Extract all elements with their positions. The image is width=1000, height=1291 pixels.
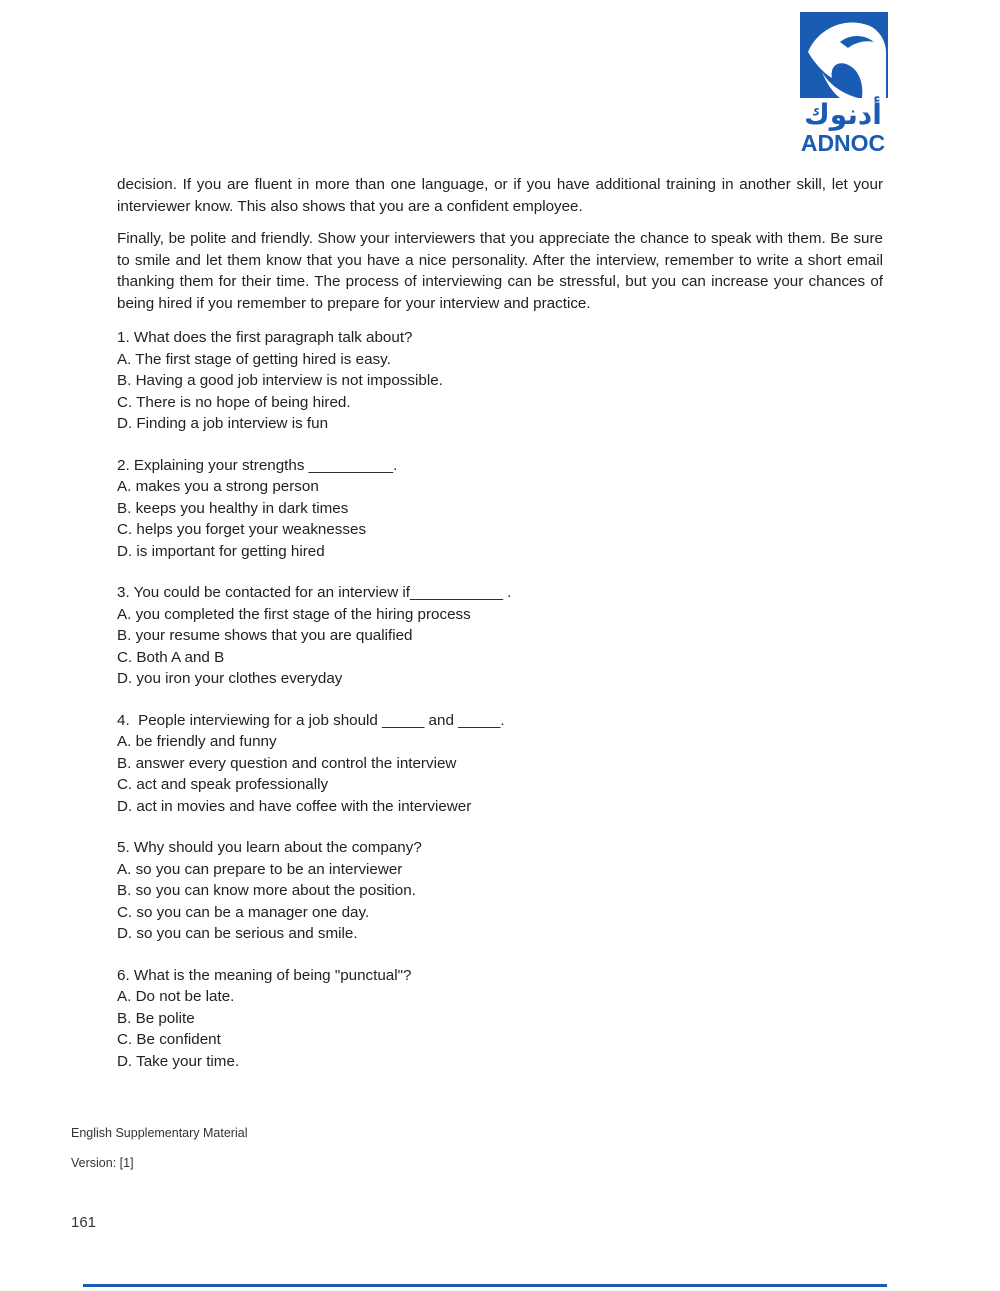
question-block <box>117 327 883 435</box>
answer-option: A. Do not be late. <box>117 988 235 1005</box>
answer-option: B. Be polite <box>117 1009 195 1027</box>
answer-option: C. There is no hope of being hired. <box>117 393 351 411</box>
adnoc-logo <box>798 12 888 154</box>
answer-option: D. act in movies and have coffee with the interviewer <box>117 797 472 815</box>
footer-divider <box>83 1284 887 1287</box>
question-block <box>117 455 883 563</box>
answer-option: C. so you can be a manager one day. <box>117 903 370 921</box>
answer-option: C. Be confident <box>117 1031 221 1048</box>
answer-option: A. so you can prepare to be an interviewer <box>117 860 403 878</box>
answer-option: D. is important for getting hired <box>117 542 325 560</box>
page-number: 161 <box>71 1214 97 1231</box>
paragraph: Finally, be polite and friendly. Show your interviewers that you appreciate the chance to speak with them. Be sure to smile and let them know that you have a nice personality. After the interview, remember to write a short email thanking them for their time. The process of interviewing can be stressful, but you can increase your chances of being hired if you remember to prepare for your interview and practice. <box>117 230 883 312</box>
paragraph: decision. If you are fluent in more than one language, or if you have additional training in another skill, let your interviewer know. This also shows that you are a confident employee. <box>117 176 883 215</box>
answer-option: D. so you can be serious and smile. <box>117 925 358 942</box>
answer-option: B. your resume shows that you are qualified <box>117 627 413 644</box>
question-prompt: 4. People interviewing for a job should _____ and _____. <box>117 711 505 729</box>
falcon-head-icon <box>800 12 888 98</box>
question-block <box>117 582 883 690</box>
answer-option: B. Having a good job interview is not impossible. <box>117 372 443 389</box>
question-block <box>117 965 883 1073</box>
question-block <box>117 710 883 818</box>
answer-option: A. be friendly and funny <box>117 733 277 750</box>
answer-option: D. you iron your clothes everyday <box>117 670 343 687</box>
question-block <box>117 837 883 945</box>
answer-option: D. Take your time. <box>117 1052 240 1070</box>
question-prompt: 1. What does the first paragraph talk about? <box>117 329 413 346</box>
footer-title: English Supplementary Material <box>71 1126 248 1140</box>
answer-option: A. The first stage of getting hired is easy. <box>117 350 391 368</box>
logo-arabic-text: أدنوك <box>804 98 882 131</box>
answer-option: B. so you can know more about the position. <box>117 882 416 899</box>
answer-option: C. helps you forget your weaknesses <box>117 521 367 538</box>
answer-option: C. Both A and B <box>117 648 225 666</box>
document-body <box>117 174 883 1092</box>
answer-option: D. Finding a job interview is fun <box>117 415 329 432</box>
question-prompt: 2. Explaining your strengths __________. <box>117 456 398 474</box>
logo-latin-text: ADNOC <box>800 130 886 156</box>
question-prompt: 6. What is the meaning of being "punctual"? <box>117 966 412 984</box>
footer-version: Version: [1] <box>71 1156 134 1170</box>
answer-option: A. makes you a strong person <box>117 478 319 495</box>
question-prompt: 5. Why should you learn about the company? <box>117 839 422 856</box>
answer-option: A. you completed the first stage of the hiring process <box>117 605 471 623</box>
question-list <box>117 327 883 1072</box>
answer-option: C. act and speak professionally <box>117 776 329 793</box>
question-prompt: 3. You could be contacted for an interview if___________ . <box>117 584 512 601</box>
answer-option: B. keeps you healthy in dark times <box>117 499 349 517</box>
answer-option: B. answer every question and control the interview <box>117 754 457 772</box>
